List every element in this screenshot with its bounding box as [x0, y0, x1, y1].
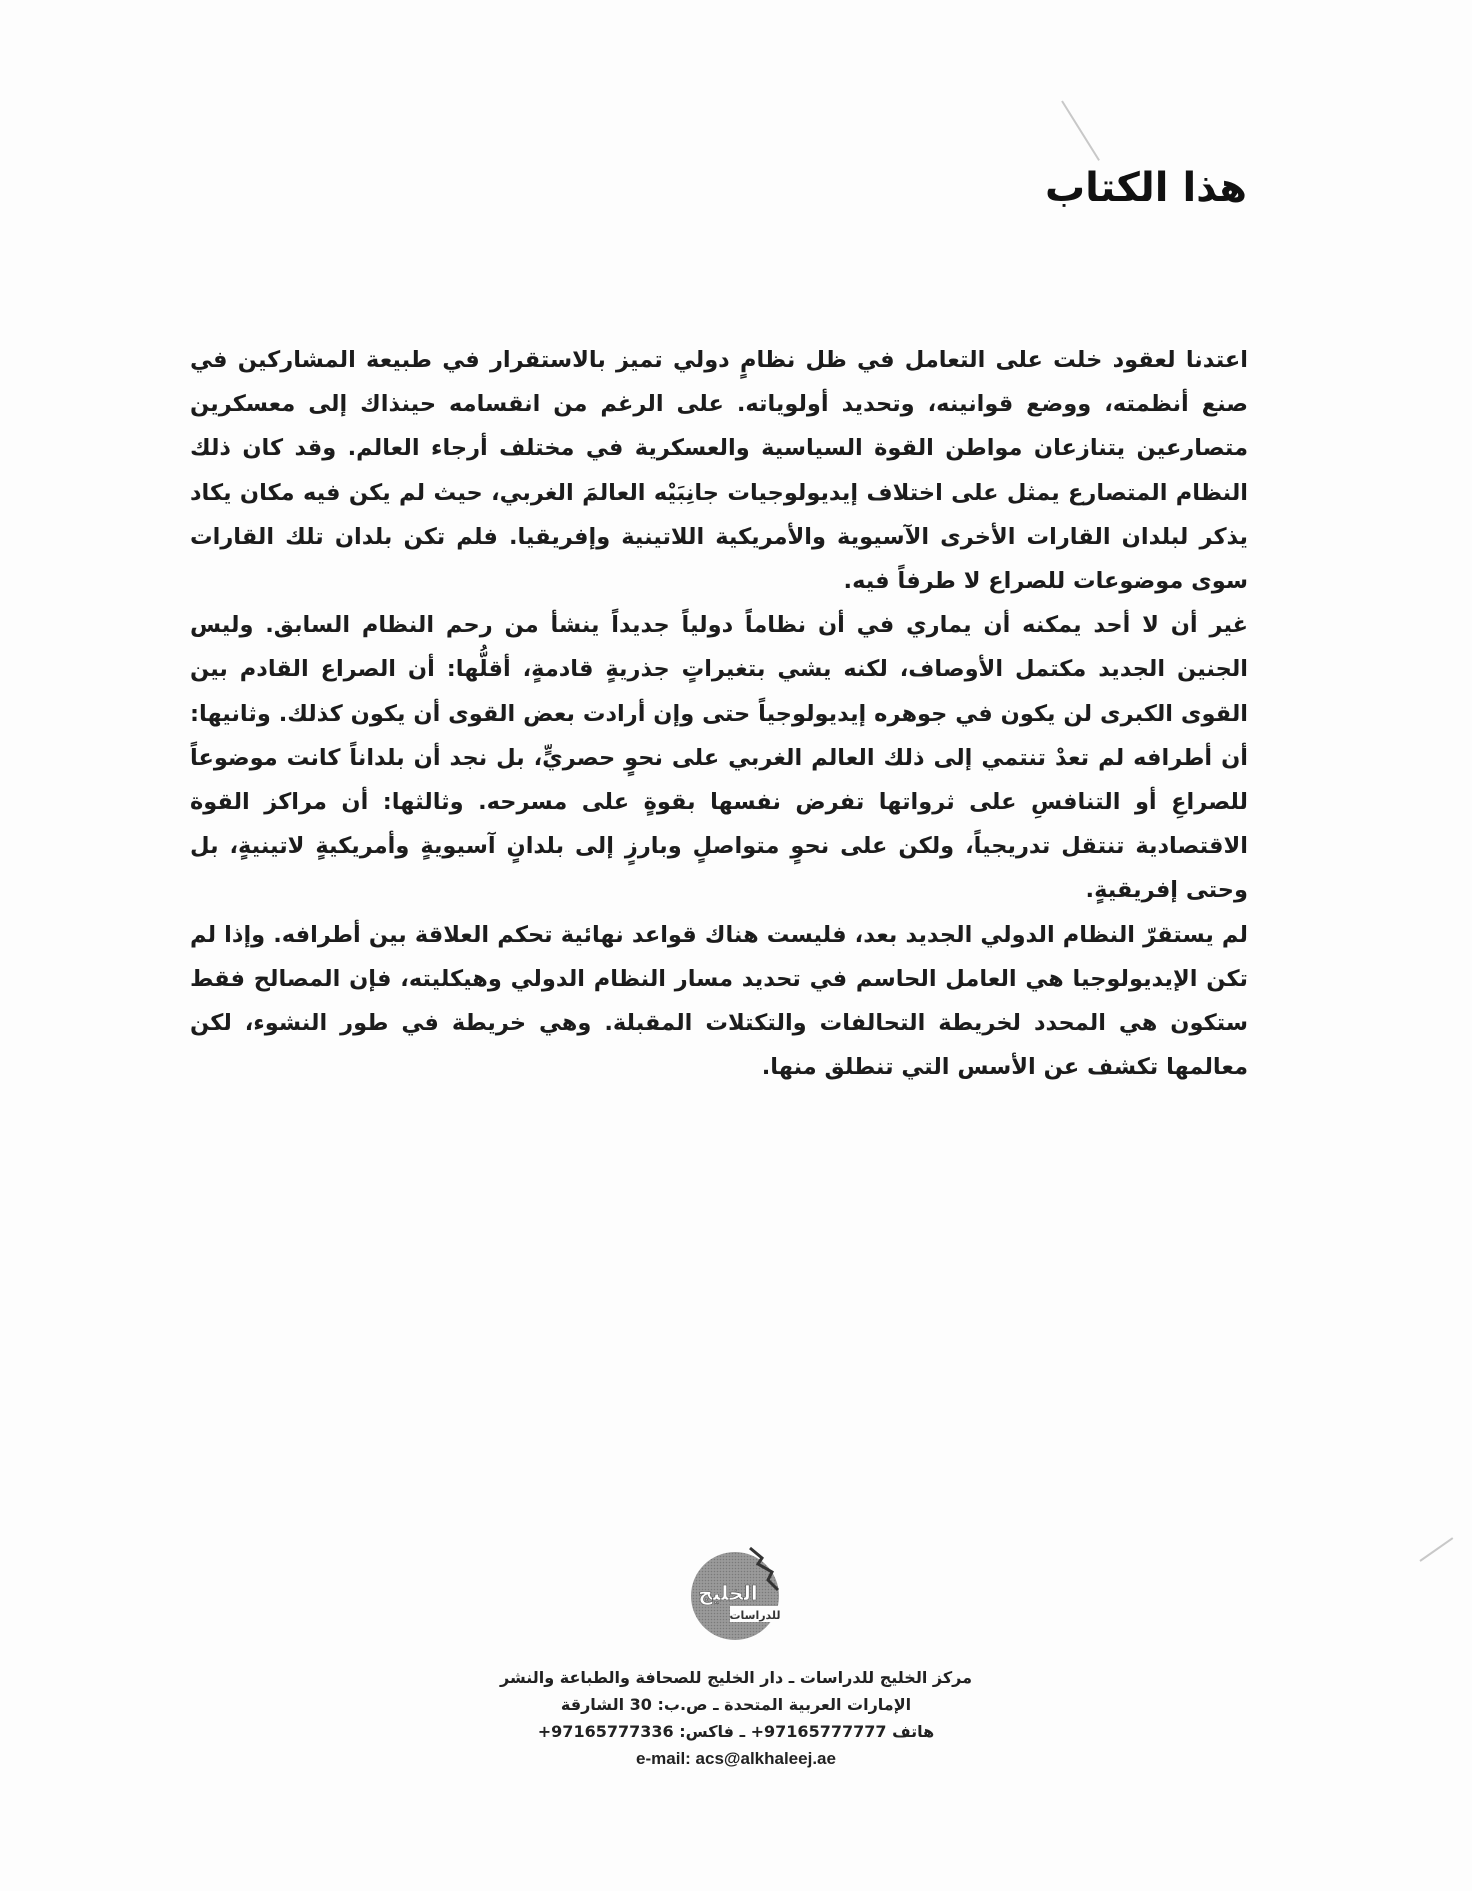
imprint-line-address: الإمارات العربية المتحدة ـ ص.ب: 30 الشارقة	[560, 1695, 912, 1714]
logo-main-text: الخليج	[698, 1581, 758, 1605]
imprint-line-phone: هاتف 97165777777+ ـ فاكس: 97165777336+	[537, 1722, 935, 1741]
paragraph: غير أن لا أحد يمكنه أن يماري في أن نظاماً دولياً جديداً ينشأ من رحم النظام السابق. وليس الجنين الجديد مكتمل الأوصاف، لكنه يشي بتغيراتٍ جذريةٍ قادمةٍ، أقلُّها: أن الصراع القادم بين القوى الكبرى لن يكون في جوهره إيديولوجياً حتى وإن أرادت بعض القوى أن يكون كذلك. وثانيها: أن أطرافه لم تعدْ تنتمي إلى ذلك العالم الغربي على نحوٍ حصريٍّ، بل نجد أن بلداناً كانت موضوعاً للصراعِ أو التنافسِ على ثرواتها تفرض نفسها بقوةٍ على مسرحه. وثالثها: أن مراكز القوة الاقتصادية تنتقل تدريجياً، ولكن على نحوٍ متواصلٍ وبارزٍ إلى بلدانٍ آسيويةٍ وأمريكيةٍ لاتينيةٍ، بل وحتى إفريقيةٍ.	[190, 612, 1248, 904]
publisher-imprint	[436, 1664, 1036, 1772]
logo-sub-text: للدراسات	[729, 1609, 781, 1622]
page-title: هذا الكتاب	[1044, 165, 1247, 211]
paragraph: لم يستقرّ النظام الدولي الجديد بعد، فليست هناك قواعد نهائية تحكم العلاقة بين أطرافه. وإذا لم تكن الإيديولوجيا هي العامل الحاسم في تحديد مسار النظام الدولي وهيكليته، فإن المصالح فقط ستكون هي المحدد لخريطة التحالفات والتكتلات المقبلة. وهي خريطة في طور النشوء، لكن معالمها تكشف عن الأسس التي تنطلق منها.	[190, 921, 1248, 1081]
paragraph: اعتدنا لعقود خلت على التعامل في ظل نظامٍ دولي تميز بالاستقرار في طبيعة المشاركين في صنع أنظمته، ووضع قوانينه، وتحديد أولوياته. على الرغم من انقسامه حينذاك إلى معسكرين متصارعين يتنازعان مواطن القوة السياسية والعسكرية في مختلف أرجاء العالم. وقد كان ذلك النظام المتصارع يمثل على اختلاف إيديولوجيات جانِبَيْه العالمَ الغربي، حيث لم يكن فيه مكان يكاد يذكر لبلدان القارات الأخرى الآسيوية والأمريكية اللاتينية وإفريقيا. فلم تكن بلدان تلك القارات سوى موضوعات للصراع لا طرفاً فيه.	[190, 347, 1248, 595]
publisher-logo	[680, 1528, 800, 1648]
scan-scratch	[1419, 1537, 1453, 1562]
imprint-email: e-mail: acs@alkhaleej.ae	[636, 1749, 836, 1768]
logo-emblem-icon	[680, 1528, 800, 1648]
body-text	[190, 338, 1248, 1089]
imprint-line-name: مركز الخليج للدراسات ـ دار الخليج للصحافة والطباعة والنشر	[499, 1668, 972, 1687]
scan-scratch	[1061, 100, 1100, 160]
